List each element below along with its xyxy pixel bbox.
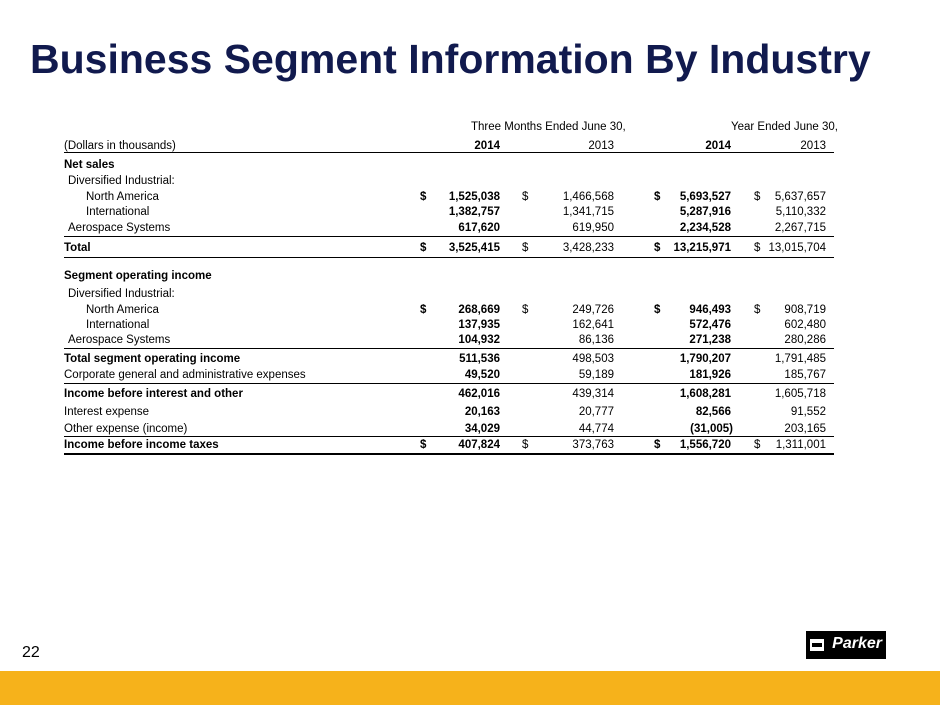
units-label: (Dollars in thousands)	[64, 140, 176, 152]
currency-sign: $	[654, 304, 661, 316]
cell: 946,493	[689, 304, 731, 316]
cell: 20,163	[464, 406, 500, 418]
header-year-row	[64, 140, 834, 156]
currency-sign: $	[420, 242, 427, 254]
di-label: Diversified Industrial:	[68, 288, 175, 300]
row-label: Corporate general and administrative expenses	[64, 369, 306, 381]
cell: 104,932	[458, 334, 500, 346]
cell: 280,286	[784, 334, 826, 346]
table-row	[64, 406, 834, 422]
row-rule	[64, 436, 834, 437]
cell: 34,029	[464, 423, 500, 435]
di-label: Diversified Industrial:	[68, 175, 175, 187]
col-2013-y: 2013	[800, 140, 826, 152]
cell: 268,669	[458, 304, 500, 316]
cell: 407,824	[458, 439, 500, 451]
segment-income-heading: Segment operating income	[64, 270, 212, 282]
section-heading	[64, 159, 834, 175]
cell: 373,763	[572, 439, 614, 451]
cell: 572,476	[689, 319, 731, 331]
net-sales-heading: Net sales	[64, 159, 115, 171]
cell: 1,466,568	[562, 191, 614, 203]
cell: 2,234,528	[679, 222, 731, 234]
currency-sign: $	[754, 304, 761, 316]
header-rule	[64, 152, 834, 153]
row-label: North America	[86, 191, 159, 203]
total-row	[64, 242, 834, 258]
currency-sign: $	[754, 242, 761, 254]
col-2013-q: 2013	[588, 140, 614, 152]
logo-mark-inner	[812, 643, 822, 647]
cell: 1,341,715	[562, 206, 614, 218]
currency-sign: $	[754, 439, 761, 451]
section-heading	[64, 270, 834, 286]
cell: 1,311,001	[775, 439, 826, 451]
cell: 203,165	[784, 423, 826, 435]
currency-sign: $	[654, 191, 661, 203]
col-2014-q: 2014	[474, 140, 500, 152]
cell: 13,015,704	[768, 242, 826, 254]
table-bottom-rule	[64, 453, 834, 455]
header-group-row	[64, 121, 838, 137]
header-three-months: Three Months Ended June 30,	[471, 121, 626, 133]
cell: 1,556,720	[679, 439, 731, 451]
cell: 3,428,233	[562, 242, 614, 254]
cell: 511,536	[459, 353, 500, 365]
cell: 185,767	[784, 369, 826, 381]
subsection-heading	[64, 175, 834, 191]
cell: 1,790,207	[679, 353, 731, 365]
cell: 1,605,718	[774, 388, 826, 400]
currency-sign: $	[654, 439, 661, 451]
cell: 82,566	[695, 406, 731, 418]
cell: 91,552	[790, 406, 826, 418]
row-label: Other expense (income)	[64, 423, 188, 435]
currency-sign: $	[522, 439, 529, 451]
cell: 59,189	[578, 369, 614, 381]
cell: 137,935	[458, 319, 500, 331]
footer-bar	[0, 671, 940, 705]
row-rule	[64, 236, 834, 237]
cell: 3,525,415	[448, 242, 500, 254]
cell: 20,777	[578, 406, 614, 418]
cell: 619,950	[572, 222, 614, 234]
table-row	[64, 319, 834, 335]
currency-sign: $	[522, 304, 529, 316]
cell: 1,608,281	[679, 388, 731, 400]
cell: 439,314	[572, 388, 614, 400]
cell: 44,774	[578, 423, 614, 435]
row-rule	[64, 348, 834, 349]
subtotal-row	[64, 388, 834, 404]
cell: 617,620	[458, 222, 500, 234]
cell: 162,641	[572, 319, 614, 331]
total-row	[64, 353, 834, 369]
row-label: International	[86, 319, 150, 331]
cell: 249,726	[572, 304, 614, 316]
currency-sign: $	[522, 191, 529, 203]
parker-logo	[806, 631, 886, 659]
row-label: Income before income taxes	[64, 439, 219, 451]
cell: 13,215,971	[673, 242, 731, 254]
row-label: Interest expense	[64, 406, 150, 418]
cell: 5,287,916	[679, 206, 731, 218]
cell: 1,382,757	[448, 206, 500, 218]
cell: (31,005)	[690, 423, 733, 435]
row-rule	[64, 383, 834, 384]
cell: 86,136	[578, 334, 614, 346]
cell: 181,926	[689, 369, 731, 381]
cell: 5,637,657	[774, 191, 826, 203]
row-label: North America	[86, 304, 159, 316]
col-2014-y: 2014	[705, 140, 731, 152]
currency-sign: $	[522, 242, 529, 254]
header-year-ended: Year Ended June 30,	[731, 121, 838, 133]
logo-text: Parker	[832, 635, 882, 652]
row-label: International	[86, 206, 150, 218]
table-row	[64, 304, 834, 320]
cell: 1,525,038	[448, 191, 500, 203]
cell: 5,693,527	[679, 191, 731, 203]
cell: 5,110,332	[775, 206, 826, 218]
cell: 2,267,715	[774, 222, 826, 234]
table-row	[64, 206, 834, 222]
row-label: Total	[64, 242, 91, 254]
page-number: 22	[22, 644, 40, 661]
currency-sign: $	[654, 242, 661, 254]
slide-title: Business Segment Information By Industry	[30, 36, 871, 82]
row-label: Total segment operating income	[64, 353, 241, 365]
row-label: Aerospace Systems	[68, 334, 171, 346]
cell: 602,480	[784, 319, 826, 331]
row-label: Aerospace Systems	[68, 222, 171, 234]
currency-sign: $	[420, 191, 427, 203]
currency-sign: $	[420, 439, 427, 451]
table-row	[64, 191, 834, 207]
currency-sign: $	[420, 304, 427, 316]
cell: 271,238	[689, 334, 731, 346]
cell: 1,791,485	[774, 353, 826, 365]
currency-sign: $	[754, 191, 761, 203]
cell: 462,016	[458, 388, 500, 400]
cell: 908,719	[784, 304, 826, 316]
subsection-heading	[64, 288, 834, 304]
cell: 49,520	[464, 369, 500, 381]
row-label: Income before interest and other	[64, 388, 243, 400]
cell: 498,503	[572, 353, 614, 365]
row-rule	[64, 257, 834, 258]
